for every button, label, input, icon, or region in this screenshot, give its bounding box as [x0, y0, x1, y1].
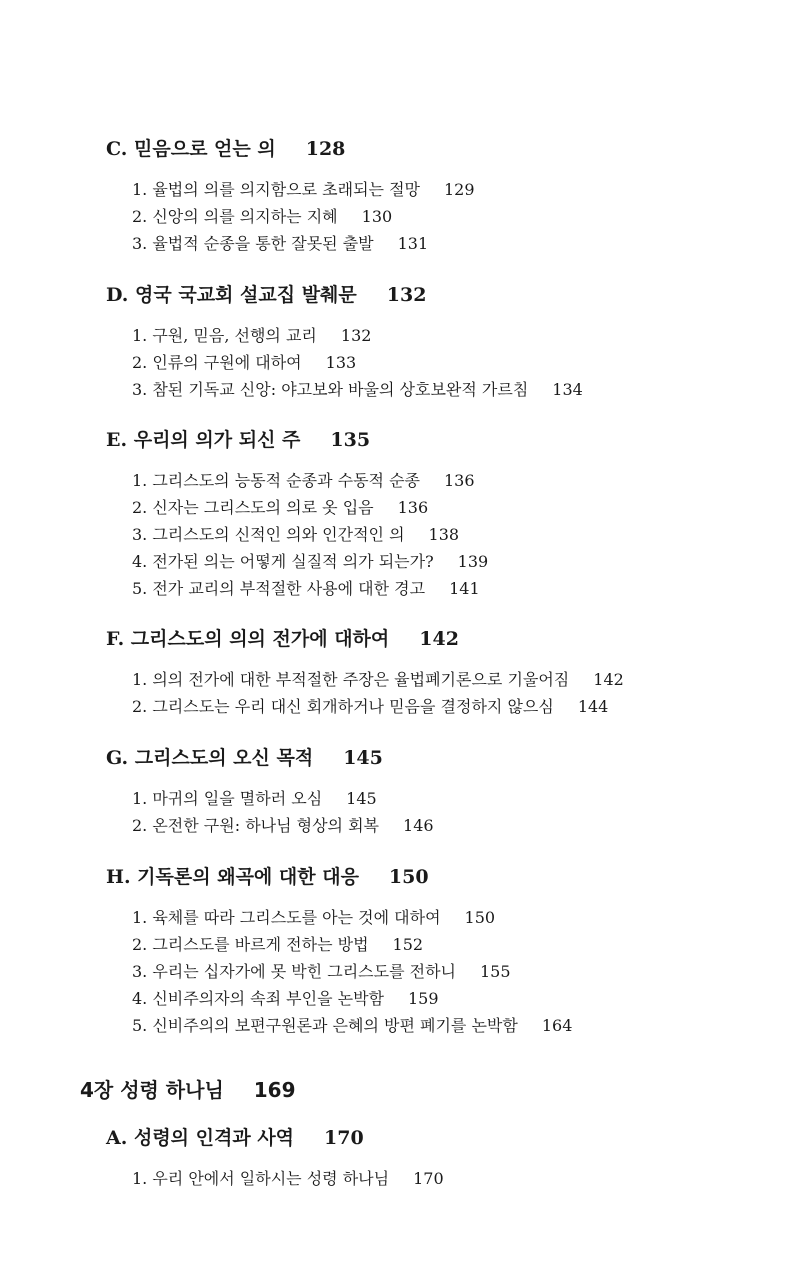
- section-title: F. 그리스도의 의의 전가에 대하여: [106, 628, 390, 650]
- toc-item: [132, 812, 786, 839]
- toc-item-page-number: 145: [346, 789, 377, 808]
- toc-item-list: [132, 467, 786, 602]
- toc-item: [132, 985, 786, 1012]
- toc-item: [132, 376, 786, 403]
- chapter-heading: [80, 1076, 296, 1104]
- toc-section-e: [106, 427, 786, 602]
- toc-item-text: 2. 그리스도는 우리 대신 회개하거나 믿음을 결정하지 않으심: [132, 697, 554, 716]
- section-title: H. 기독론의 왜곡에 대한 대응: [106, 866, 359, 888]
- toc-item: [132, 931, 786, 958]
- toc-item-text: 1. 의의 전가에 대한 부적절한 주장은 율법폐기론으로 기울어짐: [132, 670, 570, 689]
- section-page-number: 142: [419, 628, 459, 650]
- toc-item: [132, 521, 786, 548]
- toc-item: [132, 693, 786, 720]
- toc-item-text: 3. 참된 기독교 신앙: 야고보와 바울의 상호보완적 가르침: [132, 380, 529, 399]
- toc-item-page-number: 159: [408, 989, 439, 1008]
- toc-item-text: 2. 인류의 구원에 대하여: [132, 353, 302, 372]
- toc-item-page-number: 141: [449, 579, 480, 598]
- toc-item: [132, 176, 786, 203]
- toc-item-list: [132, 904, 786, 1039]
- toc-item-text: 3. 그리스도의 신적인 의와 인간적인 의: [132, 525, 405, 544]
- toc-section-a: [106, 1125, 786, 1192]
- section-title: C. 믿음으로 얻는 의: [106, 138, 276, 160]
- toc-item-text: 2. 신앙의 의를 의지하는 지혜: [132, 207, 338, 226]
- toc-item: [132, 349, 786, 376]
- toc-item-text: 1. 마귀의 일을 멸하러 오심: [132, 789, 323, 808]
- toc-item-text: 5. 전가 교리의 부적절한 사용에 대한 경고: [132, 579, 426, 598]
- toc-item-text: 4. 전가된 의는 어떻게 실질적 의가 되는가?: [132, 552, 434, 571]
- toc-item-text: 1. 그리스도의 능동적 순종과 수동적 순종: [132, 471, 420, 490]
- toc-item: [132, 1012, 786, 1039]
- section-title: D. 영국 국교회 설교집 발췌문: [106, 284, 357, 306]
- toc-item-text: 1. 율법의 의를 의지함으로 초래되는 절망: [132, 180, 420, 199]
- toc-item-page-number: 136: [397, 498, 429, 517]
- chapter-page-number: 169: [253, 1078, 296, 1102]
- toc-item-page-number: 164: [541, 1016, 573, 1035]
- toc-item: [132, 958, 786, 985]
- toc-item-text: 2. 신자는 그리스도의 의로 옷 입음: [132, 498, 374, 517]
- toc-item: [132, 230, 786, 257]
- toc-item-text: 1. 육체를 따라 그리스도를 아는 것에 대하여: [132, 908, 441, 927]
- toc-item: [132, 904, 786, 931]
- toc-item-page-number: 139: [457, 552, 489, 571]
- section-page-number: 150: [388, 866, 429, 888]
- toc-item-page-number: 170: [413, 1169, 444, 1188]
- toc-item-text: 1. 우리 안에서 일하시는 성령 하나님: [132, 1169, 390, 1188]
- toc-item-list: [132, 1165, 786, 1192]
- section-title: A. 성령의 인격과 사역: [106, 1127, 295, 1149]
- toc-item-page-number: 152: [392, 935, 424, 954]
- toc-item-page-number: 142: [593, 670, 624, 689]
- toc-item-page-number: 136: [444, 471, 475, 490]
- toc-item: [132, 548, 786, 575]
- section-page-number: 132: [386, 284, 427, 306]
- toc-item-text: 5. 신비주의의 보편구원론과 은혜의 방편 폐기를 논박함: [132, 1016, 518, 1035]
- toc-section-c: [106, 136, 786, 257]
- toc-item-page-number: 150: [464, 908, 496, 927]
- toc-item-list: [132, 176, 786, 257]
- toc-item-page-number: 138: [428, 525, 460, 544]
- toc-item: [132, 494, 786, 521]
- toc-item-page-number: 132: [340, 326, 372, 345]
- toc-item: [132, 322, 786, 349]
- section-title: E. 우리의 의가 되신 주: [106, 429, 301, 451]
- toc-item-text: 3. 우리는 십자가에 못 박힌 그리스도를 전하니: [132, 962, 456, 981]
- chapter-title: 4장 성령 하나님: [80, 1078, 224, 1102]
- toc-section-d: [106, 282, 786, 403]
- section-page-number: 170: [324, 1127, 364, 1149]
- toc-item-page-number: 144: [577, 697, 609, 716]
- toc-item-list: [132, 785, 786, 839]
- section-page-number: 128: [305, 138, 346, 160]
- toc-item: [132, 1165, 786, 1192]
- section-page-number: 145: [343, 747, 383, 769]
- section-title: G. 그리스도의 오신 목적: [106, 747, 314, 769]
- toc-item-page-number: 131: [397, 234, 429, 253]
- section-page-number: 135: [330, 429, 371, 451]
- toc-item-list: [132, 666, 786, 720]
- toc-item-text: 4. 신비주의자의 속죄 부인을 논박함: [132, 989, 384, 1008]
- toc-item: [132, 785, 786, 812]
- toc-item-page-number: 129: [444, 180, 475, 199]
- section-heading: [106, 427, 786, 453]
- toc-item: [132, 203, 786, 230]
- toc-item: [132, 666, 786, 693]
- toc-item-page-number: 133: [325, 353, 357, 372]
- toc-section-h: [106, 864, 786, 1039]
- toc-item-text: 3. 율법적 순종을 통한 잘못된 출발: [132, 234, 374, 253]
- toc-section-g: [106, 745, 786, 839]
- toc-item-page-number: 134: [552, 380, 583, 399]
- toc-item: [132, 467, 786, 494]
- section-heading: [106, 626, 786, 652]
- toc-item-list: [132, 322, 786, 403]
- section-heading: [106, 136, 786, 162]
- toc-item-page-number: 130: [361, 207, 393, 226]
- section-heading: [106, 745, 786, 771]
- toc-item-page-number: 155: [480, 962, 511, 981]
- toc-item-text: 2. 그리스도를 바르게 전하는 방법: [132, 935, 369, 954]
- section-heading: [106, 1125, 786, 1151]
- toc-item-text: 1. 구원, 믿음, 선행의 교리: [132, 326, 317, 345]
- toc-item-text: 2. 온전한 구원: 하나님 형상의 회복: [132, 816, 380, 835]
- toc-item-page-number: 146: [403, 816, 434, 835]
- toc-item: [132, 575, 786, 602]
- section-heading: [106, 282, 786, 308]
- toc-section-f: [106, 626, 786, 720]
- section-heading: [106, 864, 786, 890]
